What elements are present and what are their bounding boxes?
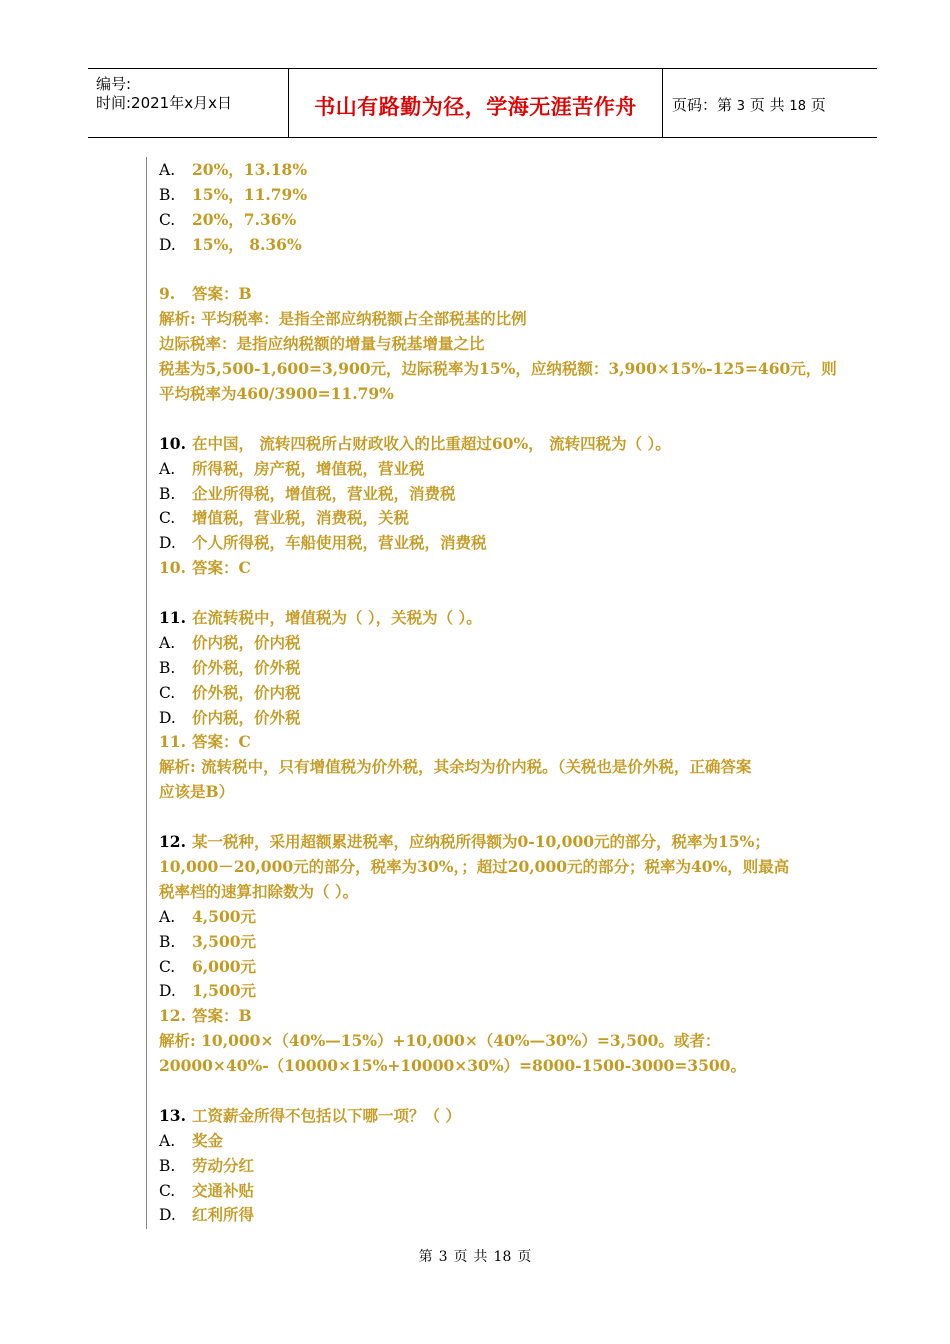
explanation-text: 解析: 平均税率：是指全部应纳税额占全部税基的比例 <box>159 309 527 329</box>
text-line <box>159 233 819 258</box>
question-text: 某一税种，采用超额累进税率，应纳税所得额为0-10,000元的部分，税率为15%； <box>192 832 770 852</box>
option-label: B. <box>159 932 176 951</box>
header-page-total: 18 <box>789 99 806 114</box>
answer-number: 10. <box>159 558 186 578</box>
blank-line <box>159 407 819 432</box>
left-margin-rule <box>146 157 147 1229</box>
question-text: 工资薪金所得不包括以下哪一项？（ ） <box>192 1105 461 1125</box>
question-number: 12. <box>159 832 186 852</box>
header-page-cell <box>662 69 877 137</box>
option-label: D. <box>159 708 176 727</box>
text-line <box>159 730 819 755</box>
footer-total-prefix: 共 <box>473 1249 488 1265</box>
footer-prefix: 第 <box>418 1249 433 1265</box>
option-label: D. <box>159 235 176 254</box>
question-text: 在中国， 流转四税所占财政收入的比重超过60%， 流转四税为（ ）。 <box>192 433 671 453</box>
option-text: 4,500元 <box>192 906 257 926</box>
blank-line <box>159 581 819 606</box>
text-line <box>159 432 819 457</box>
text-line <box>159 158 819 183</box>
header-page-prefix: 页码：第 <box>672 96 733 114</box>
text-line <box>159 457 819 482</box>
question-text: 在流转税中，增值税为（ ），关税为（ ）。 <box>192 608 482 628</box>
option-label: D. <box>159 1206 176 1225</box>
option-text: 20%，7.36% <box>192 209 297 229</box>
explanation-text: 20000×40%-（10000×15%+10000×30%）=8000-1500-3000=3500。 <box>159 1056 746 1076</box>
text-line <box>159 905 819 930</box>
option-label: D. <box>159 534 176 553</box>
text-line <box>159 1029 819 1054</box>
answer-number: 11. <box>159 732 186 752</box>
text-line <box>159 1054 819 1079</box>
text-line <box>159 955 819 980</box>
footer-page-number: 3 <box>438 1249 448 1265</box>
option-label: B. <box>159 658 176 677</box>
explanation-text: 边际税率：是指应纳税额的增量与税基增量之比 <box>159 334 485 354</box>
text-line <box>159 979 819 1004</box>
answer-number: 9. <box>159 284 176 304</box>
question-number: 11. <box>159 608 186 628</box>
text-line <box>159 656 819 681</box>
text-line <box>159 830 819 855</box>
option-label: A. <box>159 161 176 179</box>
explanation-text: 解析: 流转税中，只有增值税为价外税，其余均为价内税。（关税也是价外税，正确答案 <box>159 757 752 777</box>
text-line <box>159 282 819 307</box>
option-label: B. <box>159 185 176 204</box>
text-line <box>159 556 819 581</box>
option-label: B. <box>159 1156 176 1175</box>
option-label: C. <box>159 957 176 976</box>
answer-number: 12. <box>159 1006 186 1026</box>
text-line <box>159 332 819 357</box>
option-text: 所得税，房产税，增值税，营业税 <box>192 458 425 478</box>
option-text: 价外税，价内税 <box>192 682 301 702</box>
answer-text: 答案：C <box>192 558 251 578</box>
option-text: 价内税，价外税 <box>192 707 301 727</box>
text-line <box>159 307 819 332</box>
text-line <box>159 482 819 507</box>
text-line <box>159 1129 819 1154</box>
option-label: C. <box>159 1181 176 1200</box>
text-line <box>159 1179 819 1204</box>
option-text: 红利所得 <box>192 1205 255 1225</box>
text-line <box>159 382 819 407</box>
header-page-number: 3 <box>736 99 746 114</box>
option-text: 企业所得税，增值税，营业税，消费税 <box>192 483 456 503</box>
explanation-text: 10,000－20,000元的部分，税率为30%，；超过20,000元的部分；税率为40%，则最高 <box>159 856 790 876</box>
text-line <box>159 930 819 955</box>
text-line <box>159 780 819 805</box>
option-label: C. <box>159 509 176 528</box>
text-line <box>159 706 819 731</box>
text-line <box>159 506 819 531</box>
option-text: 奖金 <box>192 1130 224 1150</box>
page-footer <box>0 1246 950 1266</box>
text-line <box>159 1104 819 1129</box>
question-number: 10. <box>159 433 186 453</box>
option-label: B. <box>159 484 176 503</box>
footer-page-total: 18 <box>493 1249 512 1265</box>
explanation-text: 税基为5,500-1,600=3,900元，边际税率为15%，应纳税额：3,900×15%-125=460元，则 <box>159 359 837 379</box>
header-motto-cell <box>288 69 663 137</box>
explanation-text: 税率档的速算扣除数为（ ）。 <box>159 881 359 901</box>
option-text: 价外税，价外税 <box>192 657 301 677</box>
option-text: 增值税，营业税，消费税，关税 <box>192 508 410 528</box>
answer-text: 答案：B <box>192 284 252 304</box>
footer-page-word: 页 <box>453 1249 468 1265</box>
text-line <box>159 1154 819 1179</box>
question-content <box>159 158 837 1228</box>
blank-line <box>159 1079 819 1104</box>
option-label: D. <box>159 982 176 1001</box>
text-line <box>159 183 819 208</box>
option-text: 劳动分红 <box>192 1155 255 1175</box>
header-motto: 书山有路勤为径，学海无涯苦作舟 <box>314 94 637 119</box>
text-line <box>159 755 819 780</box>
text-line <box>159 357 837 382</box>
blank-line <box>159 805 819 830</box>
text-line <box>159 681 819 706</box>
option-text: 个人所得税，车船使用税，营业税，消费税 <box>192 533 487 553</box>
option-label: C. <box>159 210 176 229</box>
option-text: 1,500元 <box>192 981 257 1001</box>
answer-text: 答案：B <box>192 1006 252 1026</box>
text-line <box>159 531 819 556</box>
doc-time-label: 时间:2021年x月x日 <box>96 94 232 112</box>
option-text: 交通补贴 <box>192 1180 255 1200</box>
header-meta-cell <box>88 69 288 137</box>
header-page-info <box>672 94 826 115</box>
explanation-text: 平均税率为460/3900=11.79% <box>159 384 394 404</box>
text-line <box>159 631 819 656</box>
text-line <box>159 1004 819 1029</box>
header-page-suffix: 页 <box>810 96 826 114</box>
option-text: 15%，11.79% <box>192 184 308 204</box>
text-line <box>159 1203 819 1228</box>
option-label: A. <box>159 907 176 926</box>
option-text: 6,000元 <box>192 956 257 976</box>
text-line <box>159 880 819 905</box>
option-text: 20%，13.18% <box>192 160 308 179</box>
header-page-mid: 页 共 <box>749 96 785 114</box>
doc-code-label: 编号: <box>96 75 132 93</box>
footer-suffix: 页 <box>517 1249 532 1265</box>
option-text: 3,500元 <box>192 931 257 951</box>
option-label: A. <box>159 633 176 652</box>
text-line <box>159 855 819 880</box>
page-header <box>88 68 877 138</box>
answer-text: 答案：C <box>192 732 251 752</box>
text-line <box>159 606 819 631</box>
option-label: A. <box>159 1131 176 1150</box>
option-label: C. <box>159 683 176 702</box>
question-number: 13. <box>159 1105 186 1125</box>
option-text: 价内税，价内税 <box>192 632 301 652</box>
explanation-text: 解析: 10,000×（40%—15%）+10,000×（40%—30%）=3,500。或者： <box>159 1031 721 1051</box>
text-line <box>159 208 819 233</box>
blank-line <box>159 258 819 283</box>
option-label: A. <box>159 459 176 478</box>
option-text: 15%， 8.36% <box>192 234 302 254</box>
explanation-text: 应该是B） <box>159 782 235 802</box>
